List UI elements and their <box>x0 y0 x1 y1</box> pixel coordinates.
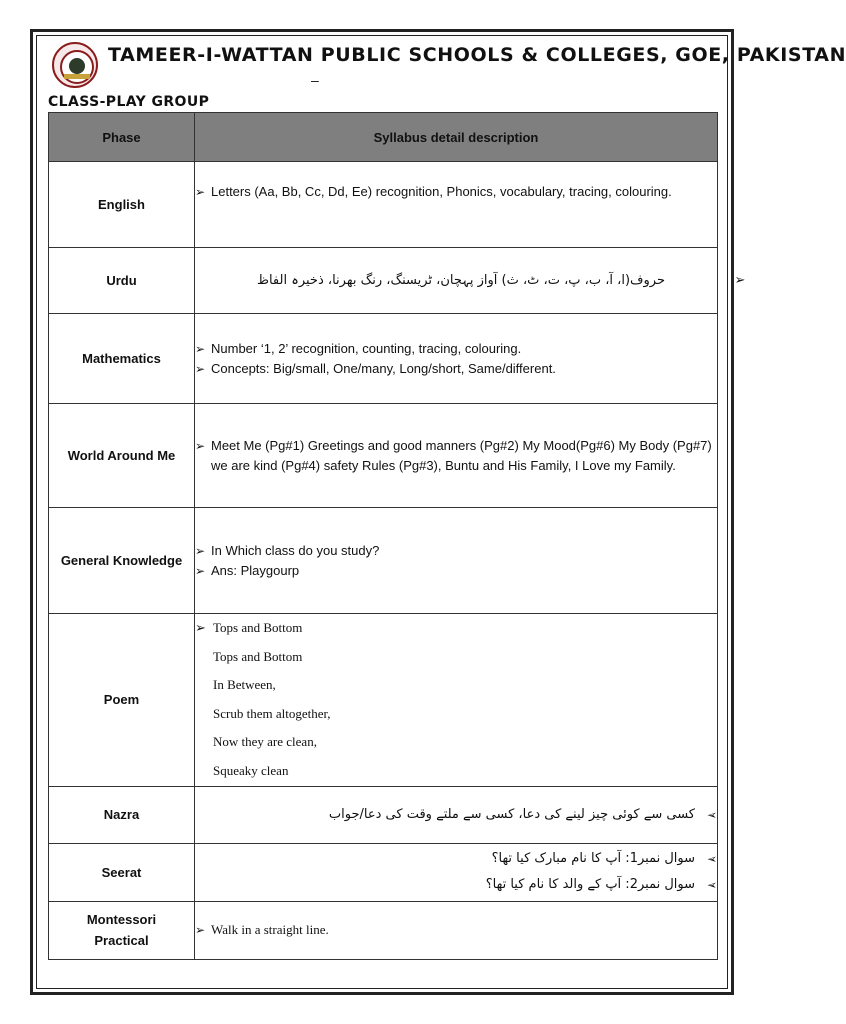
list-item: حروف(ا، آ، ب، پ، ت، ٹ، ث) آواز پہچان، ٹریسنگ، رنگ بھرنا، ذخیرہ الفاظ <box>256 272 665 288</box>
arrow-bullet-icon: ➢ <box>195 620 206 635</box>
phase-nazra: Nazra <box>49 786 195 843</box>
arrow-bullet-icon: ➢ <box>195 563 206 578</box>
row-urdu <box>49 248 718 314</box>
poem-line: ➢ Tops and Bottom <box>195 614 717 643</box>
desc-urdu <box>195 248 746 314</box>
list-item: ➢ Meet Me (Pg#1) Greetings and good manners (Pg#2) My Mood(Pg#6) My Body (Pg#7) we are kind (Pg#4) safety Rules (Pg#3), Buntu and His Family, I Love my Family. <box>195 437 712 473</box>
phase-poem: Poem <box>49 614 195 787</box>
header-description: Syllabus detail description <box>195 113 718 162</box>
row-nazra <box>49 786 718 843</box>
title-dash: – <box>311 72 319 88</box>
poem-line: Squeaky clean <box>213 762 289 778</box>
desc-english <box>195 162 718 248</box>
list-item: ➢ In Which class do you study? <box>195 541 717 561</box>
arrow-bullet-icon: ➢ <box>195 341 206 356</box>
row-world-around-me <box>49 404 718 508</box>
row-seerat <box>49 843 718 901</box>
phase-mathematics: Mathematics <box>49 314 195 404</box>
school-logo-icon <box>52 42 98 88</box>
list-item: ➢ سوال نمبر2: آپ کے والد کا نام کیا تھا؟ <box>195 872 717 898</box>
row-mathematics <box>49 314 718 404</box>
arrow-bullet-icon: ➢ <box>706 878 717 893</box>
desc-seerat <box>195 843 718 901</box>
row-montessori-practical <box>49 901 718 959</box>
list-item: ➢ Ans: Playgourp <box>195 561 717 581</box>
list-item: ➢ Number ‘1, 2’ recognition, counting, tracing, colouring. <box>195 339 717 359</box>
row-poem <box>49 614 718 787</box>
desc-poem <box>195 614 718 787</box>
phase-general-knowledge: General Knowledge <box>49 508 195 614</box>
arrow-bullet-icon: ➢ <box>706 852 717 867</box>
desc-general-knowledge <box>195 508 718 614</box>
poem-line: Now they are clean, <box>213 734 317 750</box>
phase-montessori-practical: Montessori Practical <box>49 901 195 959</box>
list-item: ➢ کسی سے کوئی چیز لینے کی دعا، کسی سے ملتے وقت کی دعا/جواب <box>195 805 717 825</box>
arrow-bullet-icon: ➢ <box>734 272 746 288</box>
desc-mathematics <box>195 314 718 404</box>
row-general-knowledge <box>49 508 718 614</box>
desc-nazra <box>195 786 718 843</box>
arrow-bullet-icon: ➢ <box>706 807 717 822</box>
desc-world-around-me <box>195 404 718 508</box>
phase-english: English <box>49 162 195 248</box>
arrow-bullet-icon: ➢ <box>195 438 206 453</box>
syllabus-table <box>48 112 746 960</box>
phase-seerat: Seerat <box>49 843 195 901</box>
list-item: ➢ Walk in a straight line. <box>195 920 717 940</box>
class-label: CLASS-PLAY GROUP <box>48 94 210 110</box>
poem-line: Scrub them altogether, <box>213 705 331 721</box>
arrow-bullet-icon: ➢ <box>195 923 206 938</box>
table-header-row <box>49 113 718 162</box>
phase-urdu: Urdu <box>49 248 195 314</box>
phase-world-around-me: World Around Me <box>49 404 195 508</box>
list-item: ➢ سوال نمبر1: آپ کا نام مبارک کیا تھا؟ <box>195 846 717 872</box>
arrow-bullet-icon: ➢ <box>195 543 206 558</box>
poem-line: Tops and Bottom <box>213 648 303 664</box>
arrow-bullet-icon: ➢ <box>195 361 206 376</box>
list-item: ➢ Concepts: Big/small, One/many, Long/short, Same/different. <box>195 359 717 379</box>
list-item: ➢ Letters (Aa, Bb, Cc, Dd, Ee) recognition, Phonics, vocabulary, tracing, colouring. <box>195 182 717 202</box>
arrow-bullet-icon: ➢ <box>195 185 206 199</box>
desc-montessori-practical <box>195 901 718 959</box>
row-english <box>49 162 718 248</box>
header-phase: Phase <box>49 113 195 162</box>
poem-line: In Between, <box>213 677 276 693</box>
school-title: TAMEER-I-WATTAN PUBLIC SCHOOLS & COLLEGES, GOE, PAKISTAN <box>108 44 846 66</box>
